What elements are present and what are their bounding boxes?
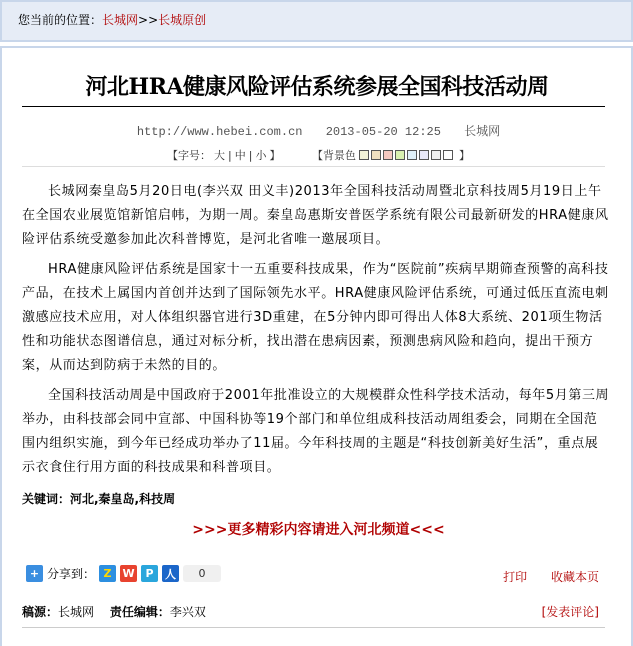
post-comment-link[interactable]: [发表评论] (541, 605, 599, 619)
bg-color-swatch[interactable] (371, 150, 381, 160)
renren-icon[interactable]: 人 (162, 565, 179, 582)
separator: | (248, 149, 253, 162)
favorite-link[interactable]: 收藏本页 (550, 570, 599, 584)
breadcrumb-separator: >> (138, 13, 159, 27)
reading-controls (2, 147, 633, 163)
share-label: 分享到： (47, 567, 96, 581)
more-content-link[interactable]: >>>更多精彩内容请进入河北频道<<< (192, 522, 445, 538)
share-count: 0 (183, 565, 221, 582)
bg-color-swatch[interactable] (383, 150, 393, 160)
article-datetime: 2013-05-20 12:25 (325, 125, 441, 139)
bg-color-label: 【背景色 (311, 149, 356, 162)
share-bar (26, 565, 221, 582)
breadcrumb (0, 0, 633, 42)
weibo-icon[interactable]: W (120, 565, 137, 582)
article-source-site: 长城网 (464, 125, 501, 139)
print-link[interactable]: 打印 (503, 570, 528, 584)
bg-color-end: 】 (458, 149, 470, 162)
font-size-medium[interactable]: 中 (234, 149, 246, 162)
article-meta (2, 122, 633, 139)
font-size-large[interactable]: 大 (214, 149, 226, 162)
qzone-icon[interactable]: Z (99, 565, 116, 582)
tencent-weibo-icon[interactable]: P (141, 565, 158, 582)
editor-value: 李兴双 (169, 605, 206, 619)
bg-color-swatch[interactable] (359, 150, 369, 160)
breadcrumb-link-original[interactable]: 长城原创 (158, 13, 207, 27)
editor-label: 责任编辑： (109, 605, 170, 619)
article-actions (483, 568, 599, 585)
bg-color-swatch[interactable] (431, 150, 441, 160)
title-divider (22, 106, 605, 107)
bg-color-swatch[interactable] (407, 150, 417, 160)
source-value: 长城网 (58, 605, 95, 619)
article-url: http://www.hebei.com.cn (136, 125, 303, 139)
article-paragraph: 全国科技活动周是中国政府于2001年批准设立的大规模群众性科学技术活动，每年5月第三周举办，由科技部会同中宣部、中国科协等19个部门和单位组成科技活动周组委会，同期在全国范围内组织实施，到今年已经成功举办了11届。今年科技周的主题是“科技创新美好生活”，重点展示衣食住行用方面的科技成果和科普项目。 (22, 388, 610, 475)
meta-divider (22, 166, 605, 167)
footer-divider (22, 627, 605, 628)
breadcrumb-label: 您当前的位置： (18, 13, 103, 27)
breadcrumb-link-home[interactable]: 长城网 (102, 13, 139, 27)
source-label: 稿源： (22, 605, 59, 619)
bg-color-swatches (359, 149, 455, 162)
page-title: 河北HRA健康风险评估系统参展全国科技活动周 (85, 74, 549, 100)
article-body (22, 180, 610, 486)
share-plus-icon[interactable]: + (26, 565, 43, 582)
article-paragraph: HRA健康风险评估系统是国家十一五重要科技成果，作为“医院前”疾病早期筛查预警的高科技产品，在技术上属国内首创并达到了国际领先水平。HRA健康风险评估系统，可通过低压直流电刺激感应技术应用，对人体组织器官进行3D重建，在5分钟内即可得出人体8大系统、201项生物活性和功能状态图谱信息，通过对标分析，找出潜在患病因素，预测患病风险和趋向，提出干预方案，从而达到防病于未然的目的。 (22, 262, 609, 373)
bg-color-swatch[interactable] (419, 150, 429, 160)
font-size-label: 【字号： (167, 149, 212, 162)
bg-color-swatch[interactable] (395, 150, 405, 160)
separator: | (228, 149, 232, 162)
article-paragraph: 长城网秦皇岛5月20日电(李兴双 田义丰)2013年全国科技活动周暨北京科技周5月19日上午在全国农业展览馆新馆启帏，为期一周。秦皇岛惠斯安普医学系统有限公司最新研发的HRA健康风险评估系统受邀参加此次科普博览，是河北省唯一邀展项目。 (22, 184, 609, 247)
font-size-small[interactable]: 小 (255, 149, 267, 162)
article-source (22, 603, 206, 620)
font-size-end: 】 (269, 149, 281, 162)
article-panel (0, 46, 633, 646)
keywords: 关键词：河北,秦皇岛,科技周 (22, 492, 176, 506)
bg-color-swatch[interactable] (443, 150, 453, 160)
